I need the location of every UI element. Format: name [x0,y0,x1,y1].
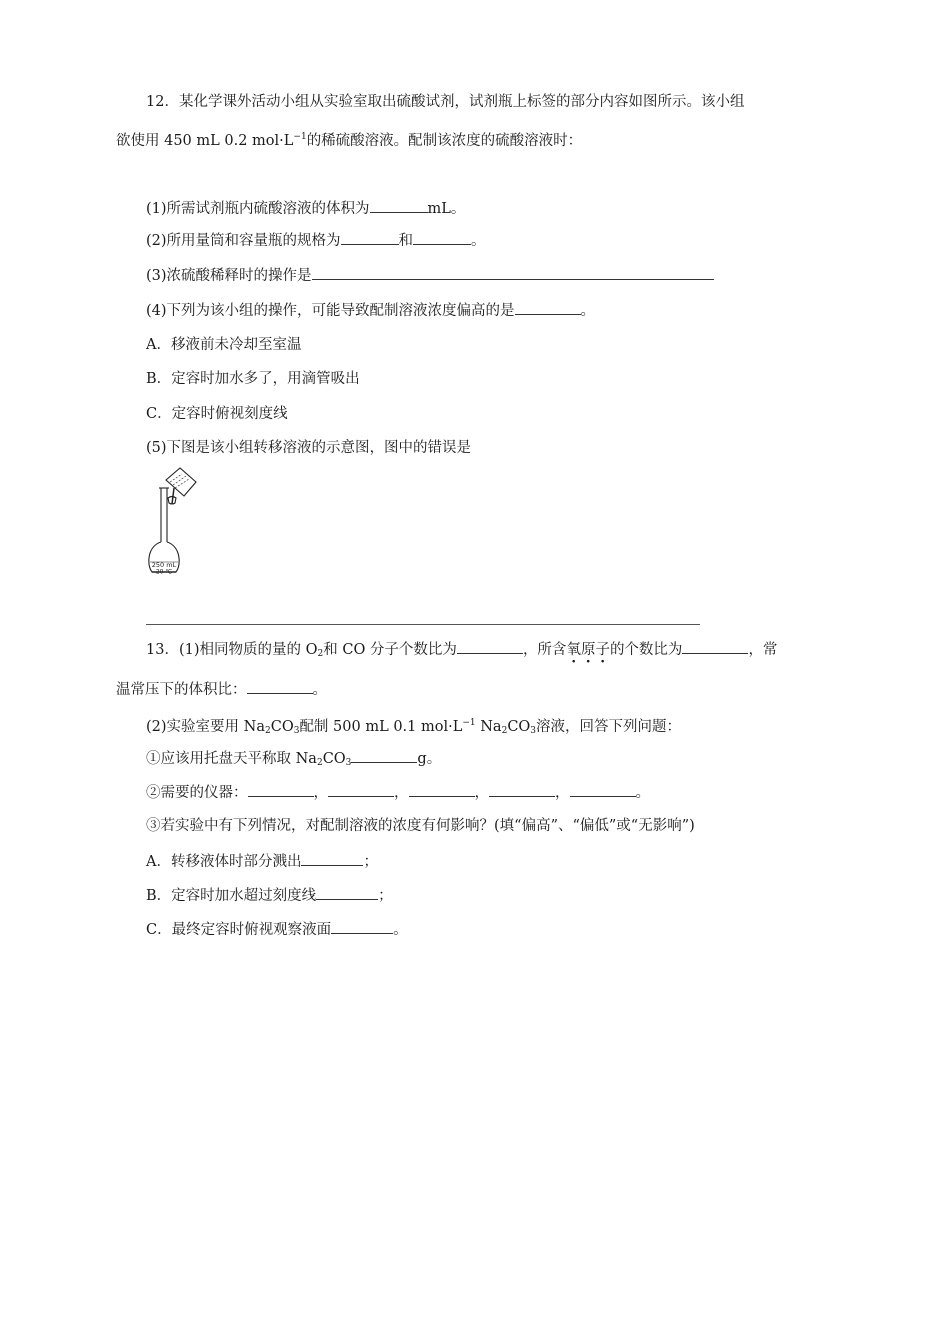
q12-part1-unit: mL。 [427,201,466,217]
q12-part1-blank[interactable] [370,198,428,213]
q13-l5-blank-5[interactable] [570,782,636,797]
q13-l2-blank[interactable] [247,679,313,694]
q12-part5: (5)下图是该小组转移溶液的示意图，图中的错误是 [146,440,472,456]
q13-l3-text-e: CO [507,719,531,735]
q12-intro-line1: 12．某化学课外活动小组从实验室取出硫酸试剂，试剂瓶上标签的部分内容如图所示。该小组 [146,94,745,110]
q12-part4-blank[interactable] [515,300,581,315]
q13-option-c-end: 。 [393,922,408,938]
q13-option-a-blank[interactable] [301,851,363,866]
q13-l5-text: ②需要的仪器： [146,785,248,801]
q13-l1-emphasis-1: 氧 [566,642,581,658]
q12-part2-blank-1[interactable] [341,230,399,245]
q13-option-b [146,885,393,906]
q13-l3-text-d: Na [475,719,502,735]
q13-l5-comma-1: ， [313,785,328,801]
q13-l1-text-e: ，常 [748,642,778,658]
q12-intro-text: 欲使用 450 mL 0.2 mol·L [116,133,294,149]
q13-l4-sub-2: 3 [345,758,352,768]
q13-l1-blank-1[interactable] [457,639,523,654]
q12-part2-and: 和 [398,233,414,249]
q13-option-a-text: A．转移液体时部分溅出 [146,854,302,870]
q13-l4-unit: g。 [417,751,442,767]
q13-l4-text-a: ①应该用托盘天平称取 Na [146,751,317,767]
q12-part5-answer-line[interactable] [146,624,700,625]
q12-intro-sup: −1 [293,132,307,142]
q12-part1 [146,198,465,219]
q13-l1-emphasis-2: 原 [580,642,596,658]
q12-part3 [146,265,714,286]
q12-option-a: A．移液前未冷却至室温 [146,337,302,353]
q13-l3-text-a: (2)实验室要用 Na [146,719,265,735]
q13-l1-text-b: 和 CO 分子个数比为 [323,642,457,658]
q12-part2-end: 。 [471,233,486,249]
q13-l3-sub-2: 3 [293,726,300,736]
q13-l4-text-b: CO [322,751,346,767]
q13-l4-blank[interactable] [351,748,417,763]
q13-line4 [146,748,441,773]
q13-l1-emphasis-3: 子 [595,642,610,658]
q13-l3-text-b: CO [270,719,294,735]
q13-l5-blank-2[interactable] [328,782,394,797]
q13-l3-sub-1: 2 [264,726,271,736]
q13-line6: ③若实验中有下列情况，对配制溶液的浓度有何影响？(填“偏高”、“偏低”或“无影响”) [146,818,695,834]
q12-intro-text-end: 的稀硫酸溶液。配制该浓度的硫酸溶液时： [306,133,583,149]
q13-option-a-end: ； [363,854,378,870]
q13-l5-end: 。 [635,785,650,801]
q13-l3-sup: −1 [462,718,476,728]
q13-l1-blank-2[interactable] [682,639,748,654]
q12-intro-line2 [116,127,582,151]
q12-part4-text: (4)下列为该小组的操作，可能导致配制溶液浓度偏高的是 [146,303,515,319]
q13-l5-comma-4: ， [555,785,570,801]
q13-l5-blank-3[interactable] [409,782,475,797]
q13-l1-text-c: ，所含 [522,642,567,658]
q13-option-c-text: C．最终定容时俯视观察液面 [146,922,332,938]
q13-l3-text-c: 配制 500 mL 0.1 mol·L [299,719,463,735]
q13-l2-text: 温常压下的体积比： [116,682,247,698]
q12-option-b: B．定容时加水多了，用滴管吸出 [146,371,360,387]
q13-line3 [146,713,681,741]
q12-part3-text: (3)浓硫酸稀释时的操作是 [146,268,312,284]
q12-part3-blank[interactable] [312,265,714,280]
q13-option-a [146,851,378,872]
flask-label-temp: 20 ℃ [155,568,173,576]
q12-part1-text: (1)所需试剂瓶内硫酸溶液的体积为 [146,201,370,217]
q13-l5-blank-4[interactable] [489,782,555,797]
q12-part2 [146,230,486,251]
q13-option-b-end: ； [378,888,393,904]
flask-label-volume: 250 mL [151,561,177,569]
q13-l1-sub: 2 [317,649,324,659]
q13-l2-end: 。 [312,682,327,698]
q12-option-c: C．定容时俯视刻度线 [146,406,288,422]
q13-l5-comma-3: ， [474,785,489,801]
q13-l4-sub-1: 2 [316,758,323,768]
q13-line1 [146,639,777,664]
q12-part2-text: (2)所用量筒和容量瓶的规格为 [146,233,341,249]
q13-l1-text-a: 13．(1)相同物质的量的 O [146,642,318,658]
q12-part4-end: 。 [580,303,596,319]
q13-line5 [146,782,650,803]
flask-neck [161,488,167,542]
q13-l3-sub-3: 2 [501,726,508,736]
q13-l1-text-d: 的个数比为 [609,642,683,658]
q12-part4 [146,300,595,321]
q13-l5-comma-2: ， [394,785,409,801]
q13-l3-text-f: 溶液，回答下列问题： [536,719,682,735]
q13-option-b-blank[interactable] [316,885,378,900]
q13-option-c-blank[interactable] [331,919,393,934]
q13-line2 [116,679,327,700]
q13-l5-blank-1[interactable] [248,782,314,797]
q13-option-c [146,919,408,940]
q13-option-b-text: B．定容时加水超过刻度线 [146,888,317,904]
q12-part2-blank-2[interactable] [413,230,471,245]
volumetric-flask-figure [146,466,208,578]
q13-l3-sub-4: 3 [530,726,537,736]
